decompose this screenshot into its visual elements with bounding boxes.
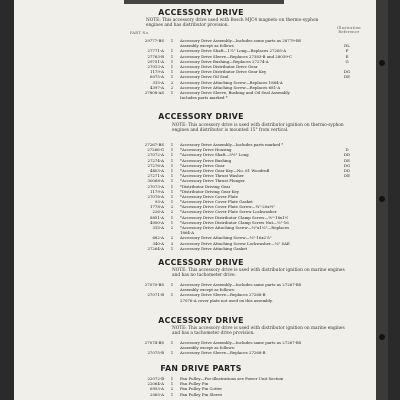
part-number: 27074-BS [144, 340, 164, 345]
binding-hole [379, 60, 385, 66]
part-description: *Accessory Drive Cover Plate Gasket [180, 199, 253, 205]
part-number: 27070-BS [144, 282, 164, 287]
illustration-reference: DG [343, 162, 351, 168]
quantity: 1 [170, 173, 174, 179]
part-description: Fan Pulley Pin Sleeve [180, 391, 223, 397]
quantity: 1 [170, 142, 174, 147]
list-item [14, 392, 388, 397]
part-description: Accessory Drive Distributor Drive Gear [180, 63, 258, 69]
illustration-reference: DE [344, 173, 350, 179]
section-note: NOTE: This accessory drive is used with distributor ignition on marine engines and has a tachometer drive provision. [172, 326, 345, 337]
quantity: 1 [170, 199, 174, 205]
part-number: 93-A [154, 199, 164, 205]
part-description: Accessory Drive Bushing—Replaces 27274-A [180, 58, 269, 64]
part-description: *Accessory Drive Attaching Screw—⅜"x1⅛"—Replaces [180, 225, 290, 230]
part-description: Fan Pulley—For illustrations see Power Unit Section [180, 376, 284, 381]
illustration-reference: G [345, 58, 349, 64]
column-header-part-no: PART No. [130, 31, 150, 35]
quantity: 1 [170, 340, 174, 345]
illustration-reference: DE [344, 157, 350, 163]
parts-list [14, 282, 388, 303]
top-edge-mark [124, 0, 284, 4]
part-number: 226-A [152, 209, 164, 215]
section-title: ACCESSORY DRIVE [158, 316, 244, 325]
part-description: Accessory Drive Attaching Screw—Replaces 681-A [180, 84, 281, 90]
binding-hole [379, 334, 385, 340]
part-number: 27072-A [147, 152, 164, 158]
part-number: 4000-A [149, 219, 164, 225]
part-number: 27771-A [147, 48, 164, 54]
part-number: 4397-A [149, 84, 164, 90]
part-number: 4403-A [149, 167, 164, 173]
part-description: *Accessory Drive Distributor Clamp Screw Nut—⅜"-16 [180, 219, 289, 225]
part-description: Accessory Drive Attaching Gasket [180, 245, 248, 251]
quantity: 1 [170, 193, 174, 199]
quantity: 1 [170, 214, 174, 220]
part-number: 27913-A [147, 63, 164, 69]
section-title: FAN DRIVE PARTS [160, 364, 242, 373]
part-number: 27267-BS [144, 142, 164, 147]
binding-hole [379, 196, 385, 202]
parts-list [14, 142, 388, 251]
illustration-reference: P [345, 48, 349, 54]
quantity: 1 [170, 89, 174, 95]
part-description: *Distributor Driving Gear [180, 183, 231, 189]
part-number: 27274-A [147, 157, 164, 163]
quantity: 1 [170, 53, 174, 59]
part-number: 22064-A [147, 381, 164, 387]
part-description: 1864-A [180, 230, 195, 236]
quantity: 1 [170, 350, 174, 356]
part-number: 27264-A [147, 245, 164, 251]
part-number: 27076-A [147, 193, 164, 199]
part-number: 29777-BS [144, 38, 164, 43]
parts-list [14, 38, 388, 100]
quantity: 1 [170, 58, 174, 64]
part-description: Accessory Drive Oil Seal [180, 74, 229, 80]
part-number: 1778-A [149, 204, 164, 210]
section-title: ACCESSORY DRIVE [158, 112, 244, 121]
quantity: 1 [170, 219, 174, 225]
section-title: ACCESSORY DRIVE [158, 8, 244, 17]
part-description: Accessory Drive Assembly—Includes parts marked * [180, 142, 284, 147]
section-note: NOTE: This accessory drive is used with distributor ignition on marine engines and has no tachometer drive. [172, 268, 345, 279]
part-description: Accessory Drive Sleeve—Replaces 27268-B [180, 350, 266, 356]
part-description: Accessory Drive Attaching Screw Lockwasher—⅜" SAE [180, 240, 290, 246]
part-description: *Accessory Drive Gear [180, 162, 225, 168]
part-number: 27075-B [147, 350, 164, 356]
part-number: 27276-A [147, 162, 164, 168]
part-description: 27076-A cover plate not used on this assembly. [180, 297, 273, 303]
part-description: *Accessory Drive Gear Key—No. 61 Woodruff [180, 167, 270, 173]
quantity: 1 [170, 391, 174, 397]
part-number: 2065-A [149, 391, 164, 397]
quantity: 1 [170, 157, 174, 163]
part-number: 27763-B [147, 53, 164, 59]
part-description: *Accessory Drive Bushing [180, 157, 232, 163]
quantity: 2 [170, 204, 174, 210]
illustration-reference: DL [344, 43, 350, 49]
part-number: 1179-A [149, 188, 164, 194]
part-description: Fan Pulley Pin Cotter [180, 386, 223, 392]
part-number: 30068-A [147, 178, 164, 184]
quantity: 1 [170, 152, 174, 158]
part-description: *Accessory Drive Shaft—5½" Long [180, 152, 249, 158]
part-description: Assembly except as follows [180, 43, 234, 49]
part-number: 682-A [152, 235, 164, 241]
illustration-reference: DG [343, 69, 351, 75]
quantity: 2 [170, 225, 174, 230]
part-number: 315-A [152, 225, 164, 230]
quantity: 1 [170, 69, 174, 75]
part-description: *Accessory Drive Thrust Washer [180, 173, 244, 179]
section-title: ACCESSORY DRIVE [158, 258, 244, 267]
section-note: NOTE: This accessory drive is used with distributor ignition on thermo-syphon engines and distributor is mounted 15° from vertical. [172, 123, 344, 134]
part-number: 6953-A [149, 386, 164, 392]
part-description: Fan Pulley Pin [180, 381, 209, 387]
quantity: 1 [170, 167, 174, 173]
binding-strip [376, 0, 388, 400]
quantity: 2 [170, 386, 174, 392]
quantity: 1 [170, 147, 174, 153]
part-description: *Accessory Drive Cover Plate [180, 193, 238, 199]
part-description: Accessory Drive Sleeve, Bushing and Oil Seal Assembly [180, 89, 290, 95]
illustration-reference: DD [343, 167, 351, 173]
part-number: 29751-A [147, 58, 164, 64]
quantity: 1 [170, 188, 174, 194]
quantity: 1 [170, 74, 174, 80]
part-description: Accessory Drive Assembly—Includes some parts as 28779-BS [180, 38, 302, 43]
part-number: 22072-B [147, 376, 164, 381]
part-number: 27808-AS [144, 89, 164, 95]
catalog-page [14, 0, 388, 400]
quantity: 1 [170, 162, 174, 168]
column-header-illustration-ref: Illustration Reference [337, 26, 361, 35]
part-description: *Accessory Drive Cover Plate Screw—¼"-20x½" [180, 204, 276, 210]
illustration-reference: D [345, 147, 349, 153]
part-description: Assembly except as follows: [180, 287, 236, 293]
quantity: 1 [170, 63, 174, 69]
quantity: 1 [170, 381, 174, 387]
quantity: 2 [170, 209, 174, 215]
part-description: *Accessory Drive Cover Plate Screw Lockwasher [180, 209, 277, 215]
illustration-reference: DE [344, 74, 350, 80]
quantity: 1 [170, 183, 174, 189]
quantity: 1 [170, 38, 174, 43]
part-description: Accessory Drive Attaching Screw—Replaces 1864-A [180, 79, 283, 85]
quantity: 1 [170, 48, 174, 54]
part-description: Includes parts marked * [180, 95, 228, 101]
section-note: NOTE: This accessory drive used with Bosch MJC4 magneto on thermo-syphon engines and has distributor provision. [146, 18, 319, 29]
part-description: *Accessory Drive Thrust Plunger [180, 178, 245, 184]
quantity: 2 [170, 79, 174, 85]
part-description: Accessory Drive Assembly—Includes same parts as 27267-BS [180, 282, 302, 287]
quantity: 1 [170, 282, 174, 287]
quantity: 1 [170, 292, 174, 298]
quantity: 2 [170, 84, 174, 90]
part-description: Accessory Drive Shaft—1⅞" Long—Replaces 27265-A [180, 48, 287, 54]
part-description: *Accessory Drive Housing [180, 147, 232, 153]
part-number: 315-A [152, 79, 164, 85]
part-number: 8851-A [149, 214, 164, 220]
list-item [14, 95, 388, 100]
quantity: 2 [170, 235, 174, 241]
illustration-reference: E [345, 53, 349, 59]
part-description: Accessory Drive Assembly—Includes same parts as 27267-BS [180, 340, 302, 345]
list-item [14, 350, 388, 355]
part-description: Assembly except as follows: [180, 345, 236, 351]
part-number: 27266-G [147, 147, 164, 153]
part-description: *Accessory Drive Distributor Clamp Screw—⅜"-16x1⅛ [180, 214, 289, 220]
part-number: 6075-A [149, 74, 164, 80]
part-description: Accessory Drive Sleeve—Replaces 27268-B [180, 292, 266, 298]
quantity: 1 [170, 245, 174, 251]
part-number: 27071-B [147, 292, 164, 298]
parts-list [14, 340, 388, 356]
part-description: Accessory Drive Distributor Drive Gear Key [180, 69, 267, 75]
list-item [14, 298, 388, 303]
part-number: 1179-A [149, 69, 164, 75]
part-number: 340-A [152, 240, 164, 246]
part-description: Accessory Drive Attaching Screw—⅜"-16x2⅞" [180, 235, 272, 241]
part-number: 27271-A [147, 173, 164, 179]
part-description: *Distributor Driving Gear Key [180, 188, 239, 194]
part-description: Accessory Drive Sleeve—Replaces 27383-B and 28039-C [180, 53, 292, 59]
list-item [14, 246, 388, 251]
quantity: 1 [170, 376, 174, 381]
illustration-reference: DD [343, 152, 351, 158]
quantity: 3 [170, 240, 174, 246]
quantity: 1 [170, 178, 174, 184]
parts-list [14, 376, 388, 397]
part-number: 27073-A [147, 183, 164, 189]
